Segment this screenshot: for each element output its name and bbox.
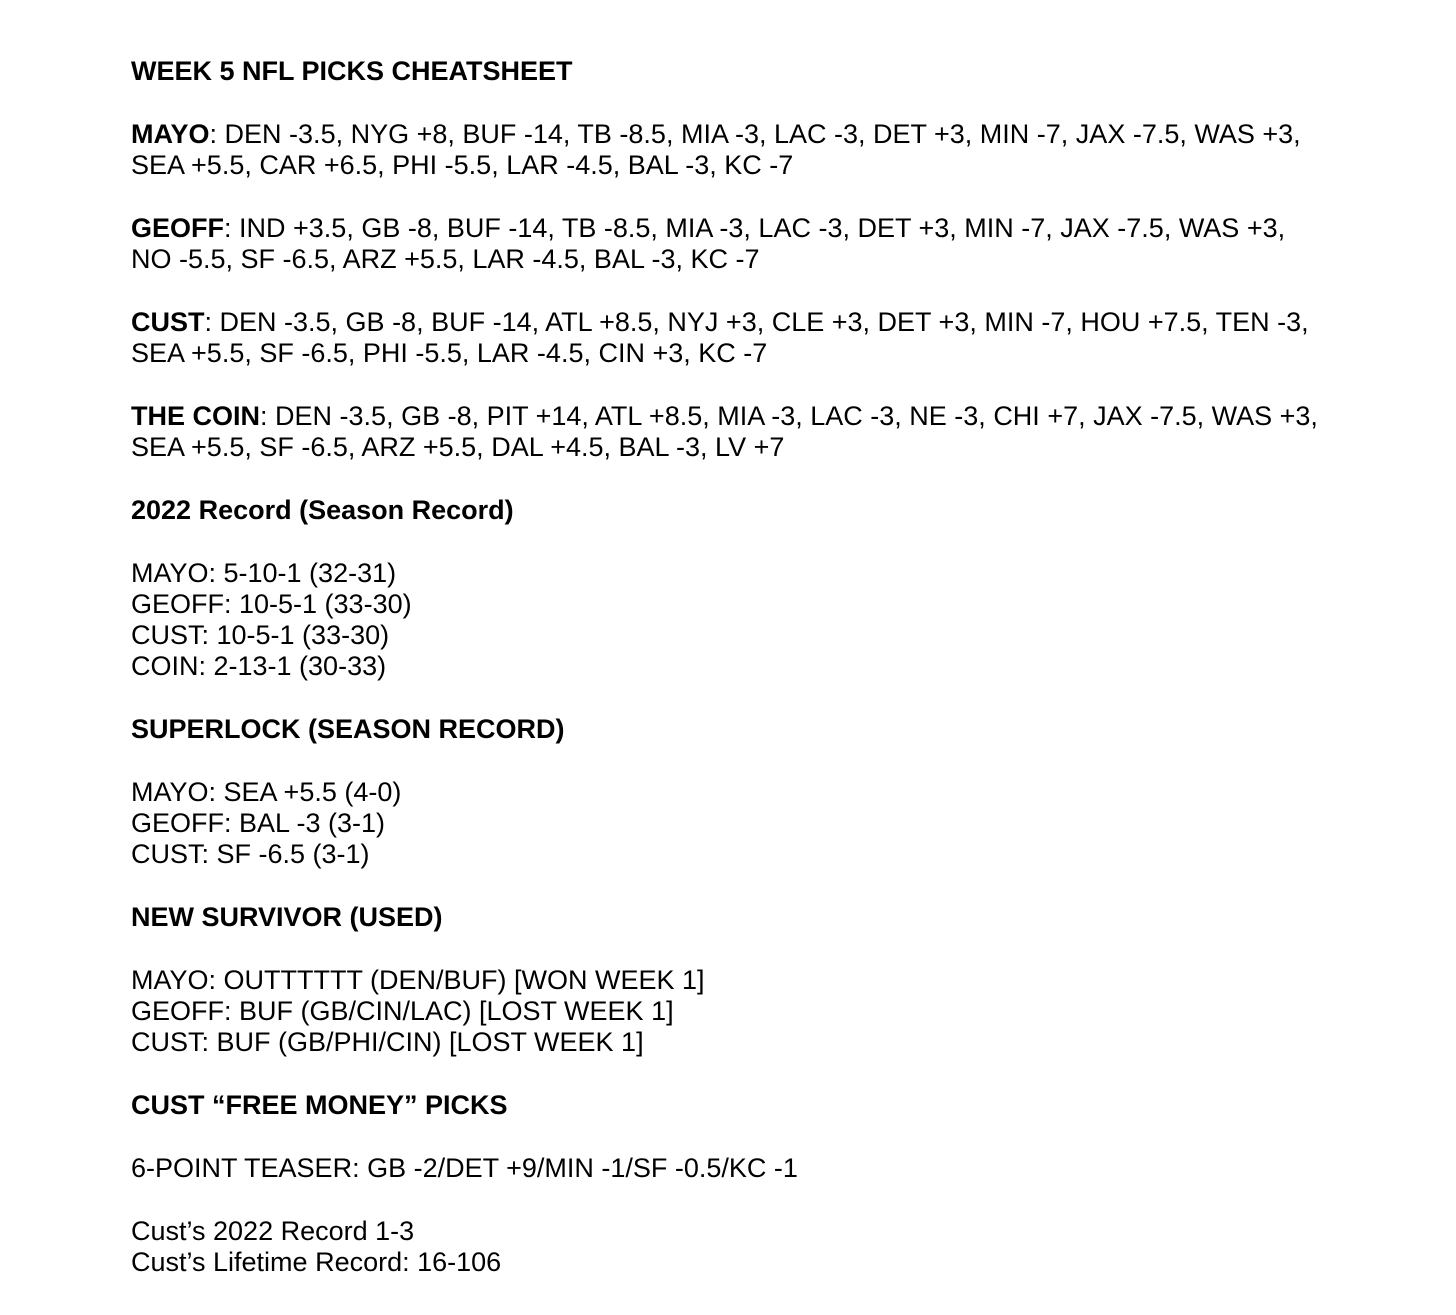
picks-cust: CUST: DEN -3.5, GB -8, BUF -14, ATL +8.5, NYJ +3, CLE +3, DET +3, MIN -7, HOU +7.5, TEN -3, SEA +5.5, SF -6.5, PHI -5.5, LAR -4.5, CIN +3, KC -7 bbox=[131, 307, 1309, 368]
picks-coin: THE COIN: DEN -3.5, GB -8, PIT +14, ATL +8.5, MIA -3, LAC -3, NE -3, CHI +7, JAX -7.5, WAS +3, SEA +5.5, SF -6.5, ARZ +5.5, DAL +4.5, BAL -3, LV +7 bbox=[131, 401, 1318, 462]
free-money-heading: CUST “FREE MONEY” PICKS bbox=[131, 1090, 508, 1120]
superlock-heading: SUPERLOCK (SEASON RECORD) bbox=[131, 714, 565, 744]
cust-record-line: Cust’s 2022 Record 1-3 bbox=[131, 1216, 415, 1246]
record-line: CUST: 10-5-1 (33-30) bbox=[131, 620, 390, 650]
record-list bbox=[131, 558, 1331, 682]
survivor-line: GEOFF: BUF (GB/CIN/LAC) [LOST WEEK 1] bbox=[131, 996, 674, 1026]
picks-geoff: GEOFF: IND +3.5, GB -8, BUF -14, TB -8.5, MIA -3, LAC -3, DET +3, MIN -7, JAX -7.5, WAS +3, NO -5.5, SF -6.5, ARZ +5.5, LAR -4.5, BAL -3, KC -7 bbox=[131, 213, 1286, 274]
survivor-line: MAYO: OUTTTTTT (DEN/BUF) [WON WEEK 1] bbox=[131, 965, 705, 995]
picker-name: MAYO bbox=[131, 119, 210, 149]
survivor-list bbox=[131, 965, 1331, 1058]
picks-list: DEN -3.5, NYG +8, BUF -14, TB -8.5, MIA -3, LAC -3, DET +3, MIN -7, JAX -7.5, WAS +3, SEA +5.5, CAR +6.5, PHI -5.5, LAR -4.5, BAL -3, KC -7 bbox=[131, 119, 1301, 180]
cust-record-line: Cust’s Lifetime Record: 16-106 bbox=[131, 1247, 502, 1277]
superlock-list bbox=[131, 777, 1331, 870]
teaser-line: 6-POINT TEASER: GB -2/DET +9/MIN -1/SF -0.5/KC -1 bbox=[131, 1153, 798, 1183]
superlock-line: GEOFF: BAL -3 (3-1) bbox=[131, 808, 386, 838]
superlock-line: CUST: SF -6.5 (3-1) bbox=[131, 839, 370, 869]
survivor-line: CUST: BUF (GB/PHI/CIN) [LOST WEEK 1] bbox=[131, 1027, 644, 1057]
picker-name: CUST bbox=[131, 307, 205, 337]
record-line: MAYO: 5-10-1 (32-31) bbox=[131, 558, 397, 588]
picker-name: GEOFF bbox=[131, 213, 224, 243]
picker-name: THE COIN bbox=[131, 401, 261, 431]
document bbox=[131, 56, 1331, 1310]
cust-record-group bbox=[131, 1216, 1331, 1278]
picks-list: DEN -3.5, GB -8, BUF -14, ATL +8.5, NYJ +3, CLE +3, DET +3, MIN -7, HOU +7.5, TEN -3, SEA +5.5, SF -6.5, PHI -5.5, LAR -4.5, CIN +3, KC -7 bbox=[131, 307, 1309, 368]
record-line: COIN: 2-13-1 (30-33) bbox=[131, 651, 387, 681]
page-title: WEEK 5 NFL PICKS CHEATSHEET bbox=[131, 56, 573, 86]
record-heading: 2022 Record (Season Record) bbox=[131, 495, 514, 525]
survivor-heading: NEW SURVIVOR (USED) bbox=[131, 902, 443, 932]
record-line: GEOFF: 10-5-1 (33-30) bbox=[131, 589, 412, 619]
superlock-line: MAYO: SEA +5.5 (4-0) bbox=[131, 777, 402, 807]
teaser-group bbox=[131, 1153, 1331, 1184]
picks-list: IND +3.5, GB -8, BUF -14, TB -8.5, MIA -3, LAC -3, DET +3, MIN -7, JAX -7.5, WAS +3, NO -5.5, SF -6.5, ARZ +5.5, LAR -4.5, BAL -3, KC -7 bbox=[131, 213, 1286, 274]
picks-mayo: MAYO: DEN -3.5, NYG +8, BUF -14, TB -8.5, MIA -3, LAC -3, DET +3, MIN -7, JAX -7.5, WAS +3, SEA +5.5, CAR +6.5, PHI -5.5, LAR -4.5, BAL -3, KC -7 bbox=[131, 119, 1301, 180]
picks-list: DEN -3.5, GB -8, PIT +14, ATL +8.5, MIA -3, LAC -3, NE -3, CHI +7, JAX -7.5, WAS +3, SEA +5.5, SF -6.5, ARZ +5.5, DAL +4.5, BAL -3, LV +7 bbox=[131, 401, 1318, 462]
